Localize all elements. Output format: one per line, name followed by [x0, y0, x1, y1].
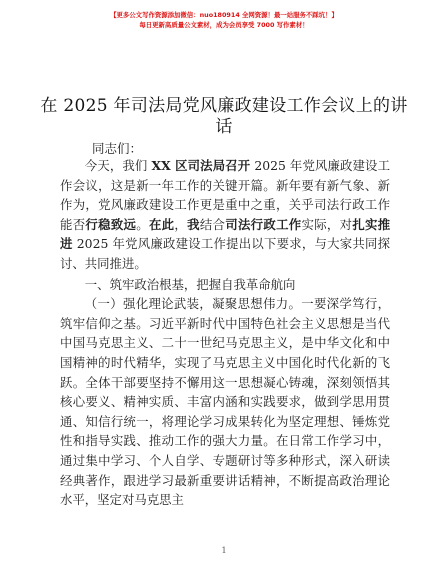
greeting: 同志们： — [92, 141, 143, 156]
text-run-bold: XX 区司法局召开 — [151, 158, 251, 173]
text-run-bold: 在此 — [148, 216, 175, 232]
page-number: 1 — [221, 546, 227, 555]
text-run: ， — [174, 216, 188, 232]
banner-line-2: 每日更新高质量公文素材，成为会员享受 7000 写作素材！ — [139, 21, 309, 29]
text-run-bold: 司法行政工作 — [225, 216, 302, 232]
document-body — [60, 156, 390, 510]
text-run-bold: 行稳致远 — [85, 216, 137, 232]
paragraph-section-1: （一）强化理论武装，凝聚思想伟力。一要深学笃行，筑牢信仰之基。习近平新时代中国特色社会主义思想是当代中国马克思主义、二十一世纪马克思主义，是中华文化和中国精神的时代精华，实现了马克思主义中国化时代化新的飞跃。全体干部要坚持不懈用这一思想凝心铸魂，深刻领悟其核心要义、精神实质、丰富内涵和实践要求，做到学思用贯通、知信行统一，将理论学习成果转化为坚定理想、锤炼党性和指导实践、推动工作的强大力量。在日常工作学习中，通过集中学习、个人自学、专题研讨等多种形式，深入研读经典著作，跟进学习最新重要讲话精神，不断提高政治理论水平，坚定对马克思主 — [60, 296, 390, 508]
promo-banner — [0, 10, 448, 30]
text-run: 2025 年党风廉政建设工作会议，这是新一年工作的关键开篇。新年要有新气象、新作为，党风廉政建设工作更是重中之重，关乎司法行政工作能否 — [60, 158, 390, 232]
text-run: 2025 年党风廉政建设工作提出以下要求，与大家共同探讨、共同推进。 — [60, 236, 390, 271]
text-run: 今天，我们 — [84, 158, 152, 173]
text-run: 实际，对 — [301, 216, 353, 232]
text-run: 结合 — [199, 216, 226, 232]
banner-line-1: 【更多公文写作资源添加微信：nuo180914 全网资源！最一站服务不踩坑！】 — [110, 11, 338, 19]
text-run-bold: 我 — [187, 216, 200, 232]
title-line-2: 话 — [215, 117, 233, 137]
document-title — [30, 96, 418, 138]
paragraph-intro — [60, 156, 390, 274]
section-heading: 一、筑牢政治根基，把握自我革命航向 — [84, 276, 296, 292]
title-line-1: 在 2025 年司法局党风廉政建设工作会议上的讲 — [40, 96, 408, 116]
text-run-bold: 扎实推进 — [60, 216, 391, 252]
text-run: 。 — [136, 216, 149, 232]
